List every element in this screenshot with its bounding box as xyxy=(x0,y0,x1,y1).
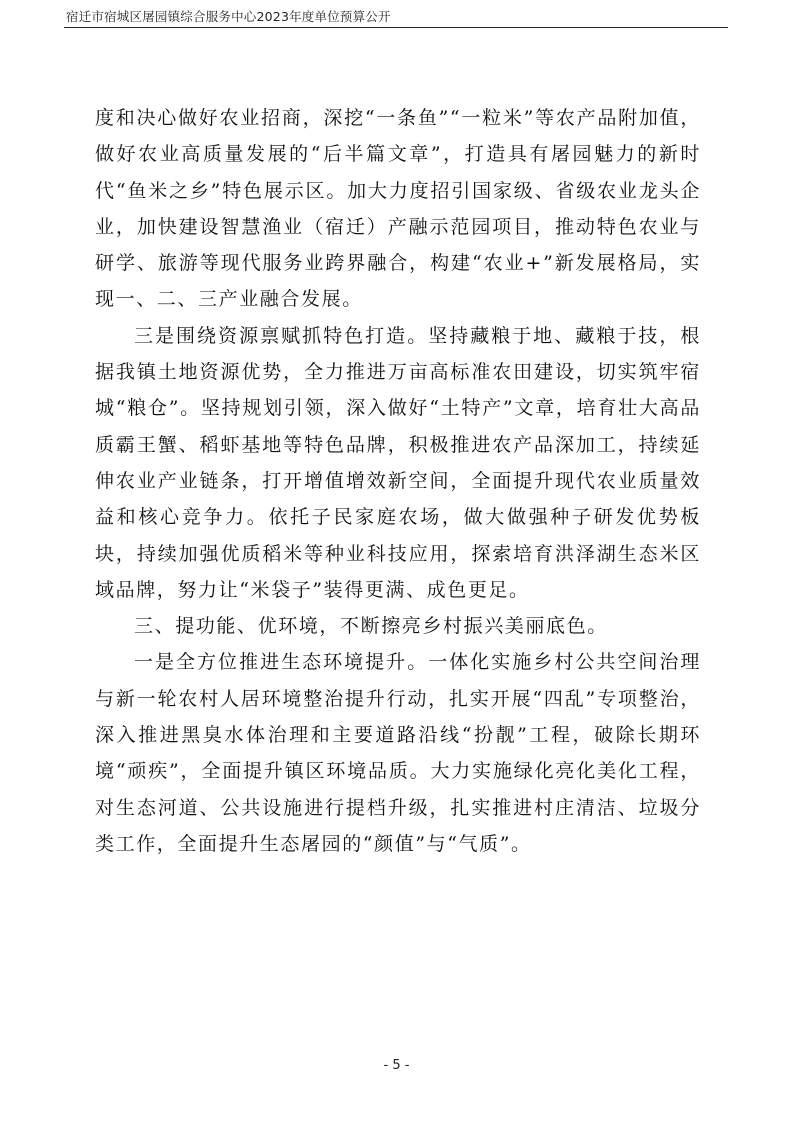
paragraph-3: 一是全方位推进生态环境提升。一体化实施乡村公共空间治理与新一轮农村人居环境整治提升行动，扎实开展“四乱”专项整治，深入推进黑臭水体治理和主要道路沿线“扮靓”工程，破除长期环境“顽疾”，全面提升镇区环境品质。大力实施绿化亮化美化工程，对生态河道、公共设施进行提档升级，扎实推进村庄清洁、垃圾分类工作，全面提升生态屠园的“颜值”与“气质”。 xyxy=(95,651,701,855)
paragraph-2: 三是围绕资源禀赋抓特色打造。坚持藏粮于地、藏粮于技，根据我镇土地资源优势，全力推进万亩高标准农田建设，切实筑牢宿城“粮仓”。坚持规划引领，深入做好“土特产”文章，培育壮大高品质霸王蟹、稻虾基地等特色品牌，积极推进农产品深加工，持续延伸农业产业链条，打开增值增效新空间，全面提升现代农业质量效益和核心竞争力。依托子民家庭农场，做大做强种子研发优势板块，持续加强优质稻米等种业科技应用，探索培育洪泽湖生态米区域品牌，努力让“米袋子”装得更满、成色更足。 xyxy=(95,324,701,601)
running-header: 宿迁市宿城区屠园镇综合服务中心2023年度单位预算公开 xyxy=(66,9,391,24)
page-number: - 5 - xyxy=(383,1058,410,1073)
section-heading: 三、提功能、优环境，不断擦亮乡村振兴美丽底色。 xyxy=(134,615,608,638)
header-divider xyxy=(64,27,728,28)
document-body xyxy=(95,100,701,862)
paragraph-1: 度和决心做好农业招商，深挖“一条鱼”“一粒米”等农产品附加值，做好农业高质量发展的“后半篇文章”，打造具有屠园魅力的新时代“鱼米之乡”特色展示区。加大力度招引国家级、省级农业龙头企业，加快建设智慧渔业（宿迁）产融示范园项目，推动特色农业与研学、旅游等现代服务业跨界融合，构建“农业+”新发展格局，实现一、二、三产业融合发展。 xyxy=(95,107,701,311)
